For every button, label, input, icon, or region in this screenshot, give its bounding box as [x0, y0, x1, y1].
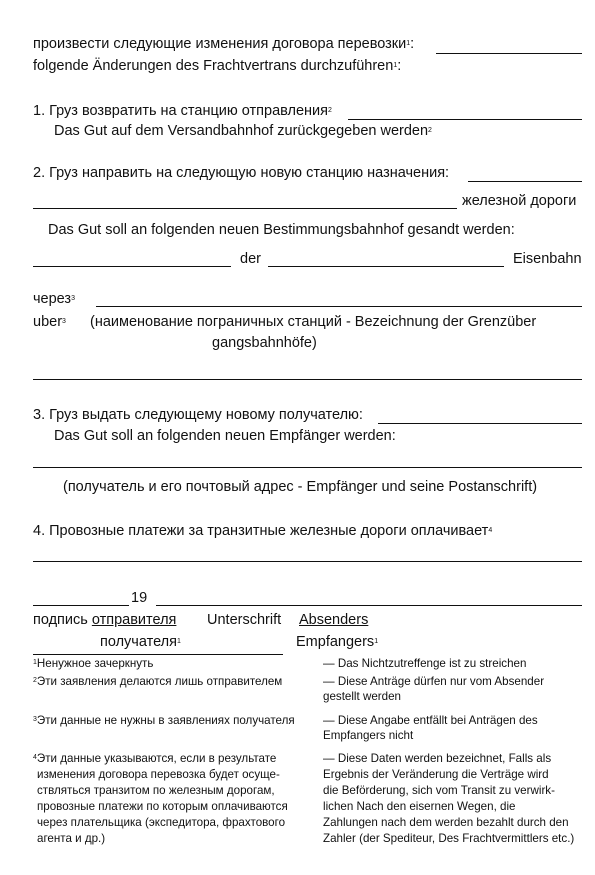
- unterschrift-label: Unterschrift: [207, 612, 282, 628]
- footnote-4-de-5: Zahlungen nach dem werden bezahlt durch den: [323, 816, 569, 829]
- footnote-4-ru-4: провозные платежи по которым оплачиваются: [37, 800, 288, 813]
- empfangers-label: Empfangers$^1$: [296, 634, 379, 650]
- item2-station-de-fill-line: [33, 266, 231, 267]
- poluchatelya-label: получателя$^1$: [100, 634, 181, 650]
- footnote-1-de: — Das Nichtzutreffenge ist zu streichen: [323, 657, 527, 670]
- footnote-separator: [33, 654, 283, 655]
- footnote-3-de-2: Empfangers nicht: [323, 729, 414, 742]
- item2-eisenbahn-label: Eisenbahn: [513, 251, 582, 267]
- item2-via-ru-label: через$^3$: [33, 291, 75, 307]
- footnote-2-ru: $^2$Эти заявления делаются лишь отправителем: [33, 675, 283, 688]
- footnote-4-de-6: Zahler (der Spediteur, Des Frachtvermittlers etc.): [323, 832, 575, 845]
- intro-fill-line: [436, 53, 582, 54]
- item2-via-de-label: uber$^3$: [33, 314, 66, 330]
- item4-ru-line: 4. Провозные платежи за транзитные железные дороги оплачивает$^4$: [33, 523, 493, 539]
- item2-der-label: der: [240, 251, 261, 267]
- footnote-3-de-1: — Diese Angabe entfällt bei Anträgen des: [323, 714, 538, 727]
- footnote-4-ru-1: $^4$Эти данные указываются, если в результате: [33, 752, 277, 765]
- item3-recipient-fill-line: [33, 467, 582, 468]
- item3-note: (получатель и его почтовый адрес - Empfänger und seine Postanschrift): [63, 479, 538, 495]
- footnote-4-de-4: lichen Nach den eisernen Wegen, die: [323, 800, 516, 813]
- footnote-4-ru-2: изменения договора перевозка будет осуще-: [37, 768, 280, 781]
- item4-fill-line: [33, 561, 582, 562]
- item2-railway-label: железной дороги: [462, 193, 577, 209]
- absenders-label: Absenders: [299, 612, 369, 628]
- item2-via-fill-line: [96, 306, 582, 307]
- item1-fill-line: [348, 119, 582, 120]
- footnote-4-de-3: die Beförderung, sich vom Transit zu verwirk-: [323, 784, 555, 797]
- intro-ru-line: произвести следующие изменения договора перевозки$^1$:: [33, 36, 415, 52]
- footnote-4-ru-3: ствляться транзитом по железным дорогам,: [37, 784, 275, 797]
- footnote-1-ru: $^1$Ненужное зачеркнуть: [33, 657, 154, 670]
- footnote-2-de-2: gestellt werden: [323, 690, 401, 703]
- footnote-3-ru: $^3$Эти данные не нужны в заявлениях получателя: [33, 714, 295, 727]
- item1-de-line: Das Gut auf dem Versandbahnhof zurückgegeben werden$^2$: [54, 123, 432, 139]
- signature-fill-line: [156, 605, 582, 606]
- item2-eisenbahn-fill-line: [268, 266, 504, 267]
- footnote-2-de-1: — Diese Anträge dürfen nur vom Absender: [323, 675, 545, 688]
- item1-ru-line: 1. Груз возвратить на станцию отправления$^2$: [33, 103, 332, 119]
- footnote-4-de-2: Ergebnis der Veränderung die Verträge wird: [323, 768, 549, 781]
- item3-ru-line: 3. Груз выдать следующему новому получателю:: [33, 407, 363, 423]
- item2-border-fill-line: [33, 379, 582, 380]
- year-label: 19: [131, 590, 148, 606]
- item2-de-line: Das Gut soll an folgenden neuen Bestimmungsbahnhof gesandt werden:: [48, 222, 515, 238]
- item2-ru-line: 2. Груз направить на следующую новую станцию назначения:: [33, 165, 450, 181]
- signature-label-row-1: подпись отправителя: [33, 612, 177, 628]
- item2-border-note-1: (наименование пограничных станций - Bezeichnung der Grenzüber: [90, 314, 537, 330]
- date-fill-line: [33, 605, 129, 606]
- item2-station-fill-line: [468, 181, 582, 182]
- footnote-4-ru-5: через плательщика (экспедитора, фрахтового: [37, 816, 286, 829]
- item2-border-note-2: gangsbahnhöfe): [212, 335, 317, 351]
- item3-fill-line: [378, 423, 582, 424]
- item3-de-line: Das Gut soll an folgenden neuen Empfänger werden:: [54, 428, 396, 444]
- footnote-4-ru-6: агента и др.): [37, 832, 106, 845]
- intro-de-line: folgende Änderungen des Frachtvertrans durchzuführen$^1$:: [33, 58, 402, 74]
- footnote-4-de-1: — Diese Daten werden bezeichnet, Falls als: [323, 752, 552, 765]
- item2-railway-fill-line: [33, 208, 457, 209]
